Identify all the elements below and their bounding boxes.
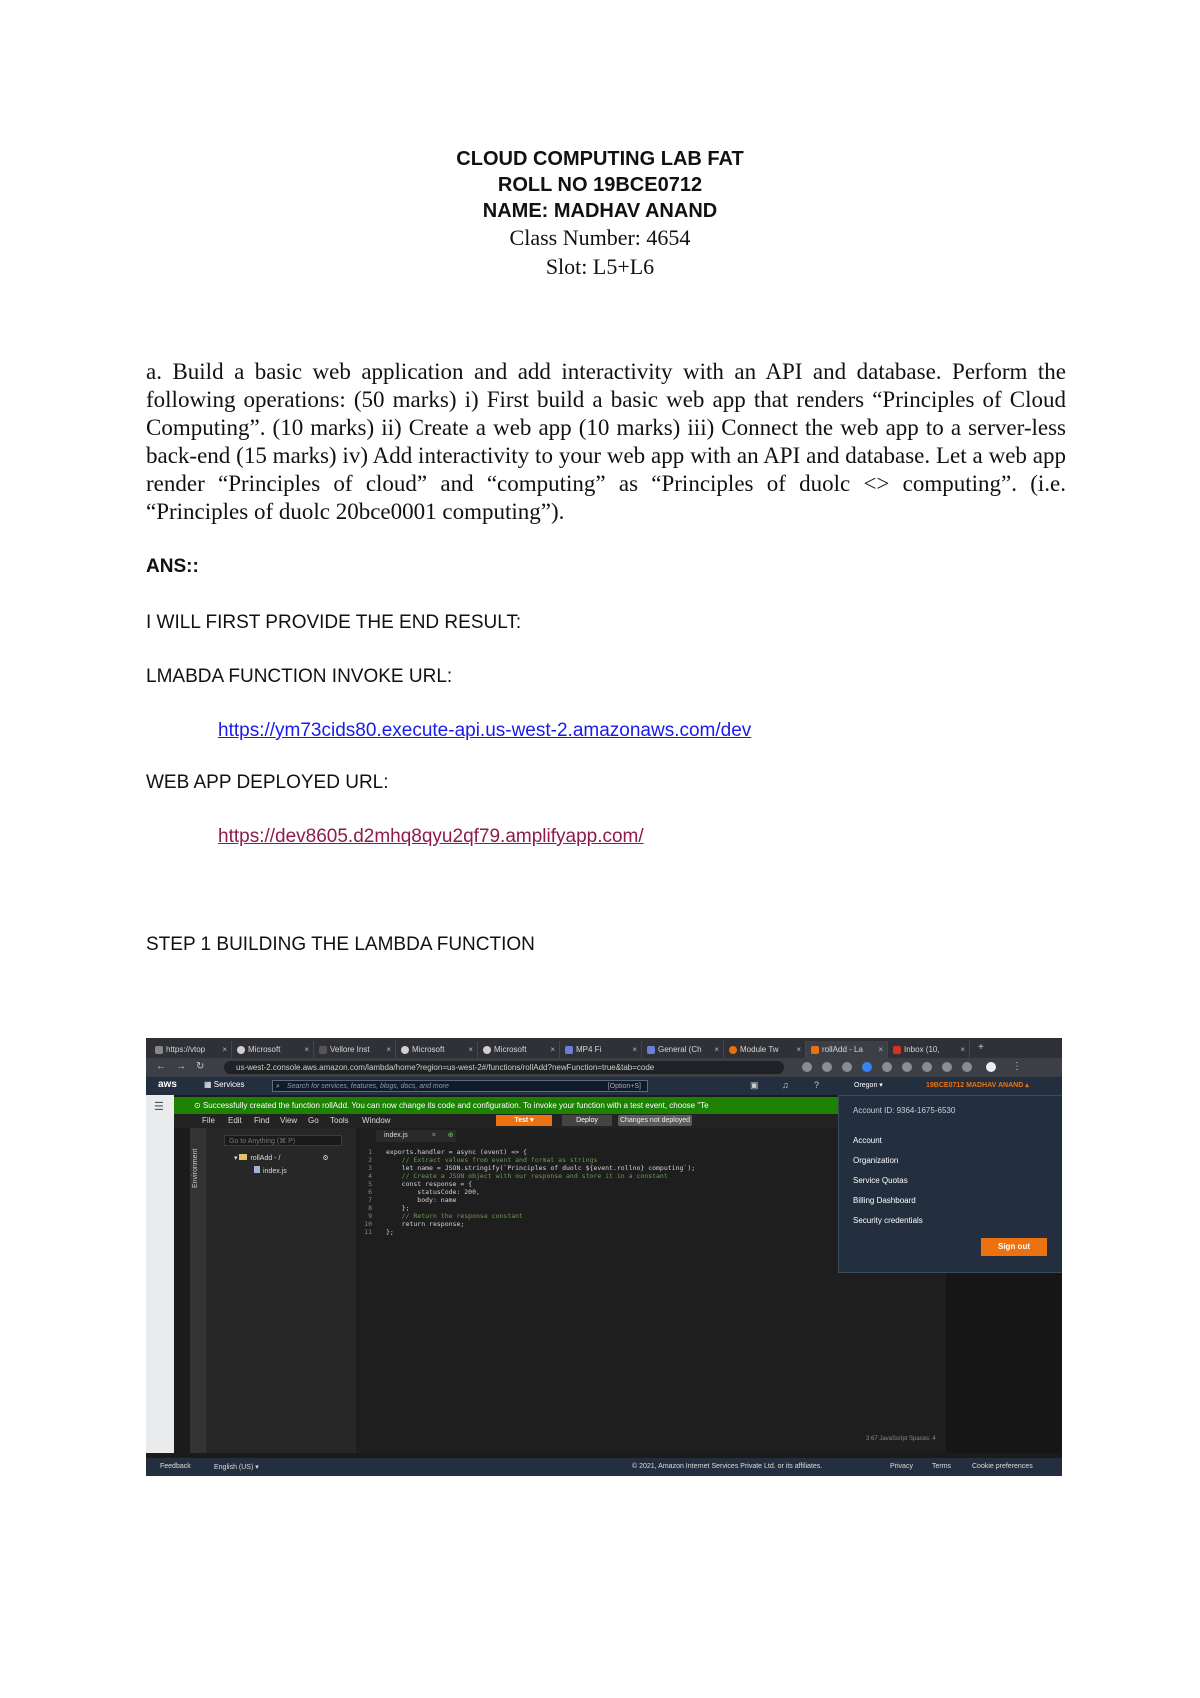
question-text: a. Build a basic web application and add interactivity with an API and database. Perform the following operations: (50 marks) i) First build a basic web app that renders “Principles of Cloud Computing”. (10 marks) ii) Create a web app (10 marks) iii) Connect the web app to a server-less back-end (15 marks) iv) Add interactivity to your web app with an API and database. Let a web app render “Principles of cloud” and “computing” as “Principles of duolc <> computing”. (i.e. “Principles of duolc 20bce0001 computing”). bbox=[146, 359, 1066, 524]
extension-icon[interactable] bbox=[922, 1062, 932, 1072]
github-icon bbox=[483, 1046, 491, 1054]
changes-not-deployed-badge: Changes not deployed bbox=[619, 1117, 691, 1124]
line-number: 1 bbox=[368, 1148, 372, 1156]
tab-label: Microsoft bbox=[412, 1045, 445, 1054]
code-line bbox=[354, 1220, 695, 1228]
aws-search-input[interactable] bbox=[272, 1080, 648, 1092]
tab-label: Inbox (10, bbox=[904, 1045, 940, 1054]
code-text: // Extract values from event and format as strings bbox=[386, 1156, 598, 1164]
puzzle-icon[interactable] bbox=[942, 1062, 952, 1072]
github-icon bbox=[401, 1046, 409, 1054]
github-icon bbox=[237, 1046, 245, 1054]
reload-icon[interactable]: ↻ bbox=[196, 1061, 205, 1072]
menu-dots-icon[interactable]: ⋮ bbox=[1012, 1061, 1022, 1072]
step1-heading: STEP 1 BUILDING THE LAMBDA FUNCTION bbox=[146, 934, 535, 955]
dropdown-item-account[interactable]: Account bbox=[853, 1136, 882, 1145]
code-line bbox=[354, 1196, 695, 1204]
tab-label: Module Tw bbox=[740, 1045, 779, 1054]
code-content bbox=[354, 1148, 695, 1236]
account-id: Account ID: 9364-1675-6530 bbox=[853, 1106, 956, 1115]
browser-tab[interactable] bbox=[150, 1041, 232, 1058]
close-icon[interactable]: × bbox=[222, 1045, 227, 1054]
test-label: Test bbox=[514, 1117, 529, 1124]
account-menu[interactable]: 19BCE0712 MADHAV ANAND ▴ bbox=[926, 1082, 1029, 1089]
file-item[interactable] bbox=[254, 1166, 287, 1175]
tab-label: Microsoft bbox=[494, 1045, 527, 1054]
bell-icon[interactable]: ♫ bbox=[782, 1080, 789, 1090]
webapp-url-link[interactable]: https://dev8605.d2mhq8qyu2qf79.amplifyapp.com/ bbox=[218, 826, 644, 847]
webapp-url-label: WEB APP DEPLOYED URL: bbox=[146, 772, 389, 793]
aws-footer bbox=[146, 1458, 1062, 1476]
extension-icon[interactable] bbox=[882, 1062, 892, 1072]
feedback-link[interactable]: Feedback bbox=[160, 1463, 191, 1470]
terms-link[interactable]: Terms bbox=[932, 1463, 952, 1470]
code-line bbox=[354, 1164, 695, 1172]
code-line bbox=[354, 1148, 695, 1156]
test-button[interactable]: Test ▾ bbox=[496, 1115, 552, 1126]
close-icon[interactable]: × bbox=[714, 1045, 719, 1054]
tab-label: rollAdd - La bbox=[822, 1045, 863, 1054]
tab-label: https://vtop bbox=[166, 1045, 206, 1054]
page-icon bbox=[155, 1046, 163, 1054]
doc-title: CLOUD COMPUTING LAB FAT bbox=[456, 148, 744, 170]
close-icon[interactable]: × bbox=[796, 1045, 801, 1054]
close-icon[interactable]: × bbox=[960, 1045, 965, 1054]
class-number: Class Number: 4654 bbox=[509, 225, 691, 250]
browser-tab[interactable] bbox=[314, 1041, 396, 1058]
browser-tab[interactable] bbox=[560, 1041, 642, 1058]
sign-out-button[interactable]: Sign out bbox=[981, 1238, 1047, 1256]
code-line bbox=[354, 1180, 695, 1188]
browser-tab-active[interactable] bbox=[806, 1041, 888, 1058]
editor-tab-label: index.js bbox=[384, 1132, 408, 1139]
privacy-link[interactable]: Privacy bbox=[890, 1463, 913, 1470]
code-text: const response = { bbox=[386, 1180, 473, 1188]
page-icon bbox=[319, 1046, 327, 1054]
answer-intro: I WILL FIRST PROVIDE THE END RESULT: bbox=[146, 612, 522, 633]
slot: Slot: L5+L6 bbox=[545, 254, 655, 279]
page-icon bbox=[729, 1046, 737, 1054]
folder-item[interactable]: ▾ rollAdd - / ⚙ bbox=[234, 1155, 329, 1162]
line-number: 5 bbox=[368, 1180, 372, 1188]
check-icon: ⊙ bbox=[194, 1101, 203, 1110]
menu-tools[interactable]: Tools bbox=[330, 1116, 349, 1125]
menu-edit[interactable]: Edit bbox=[228, 1116, 242, 1125]
editor-tab[interactable] bbox=[376, 1130, 456, 1142]
gmail-icon bbox=[893, 1046, 901, 1054]
deploy-button[interactable]: Deploy bbox=[562, 1115, 612, 1126]
roll-number: ROLL NO 19BCE0712 bbox=[497, 174, 703, 196]
close-icon[interactable]: × bbox=[386, 1045, 391, 1054]
line-number: 8 bbox=[368, 1204, 372, 1212]
menu-window[interactable]: Window bbox=[362, 1116, 391, 1125]
search-shortcut: [Option+S] bbox=[607, 1083, 641, 1090]
close-icon[interactable]: × bbox=[431, 1132, 436, 1139]
lambda-url-link[interactable]: https://ym73cids80.execute-api.us-west-2.amazonaws.com/dev bbox=[218, 720, 752, 741]
code-text: exports.handler = async (event) => { bbox=[386, 1148, 527, 1156]
line-number: 9 bbox=[368, 1212, 372, 1220]
gear-icon[interactable]: ⚙ bbox=[322, 1155, 329, 1162]
language-selector[interactable]: English (US) ▾ bbox=[214, 1464, 259, 1471]
line-number: 3 bbox=[368, 1164, 372, 1172]
file-label: index.js bbox=[263, 1168, 287, 1175]
code-text: }; bbox=[386, 1228, 394, 1236]
address-bar bbox=[146, 1058, 1062, 1077]
url-field[interactable] bbox=[224, 1061, 784, 1074]
forward-icon[interactable]: → bbox=[176, 1061, 186, 1072]
code-line bbox=[354, 1212, 695, 1220]
avatar[interactable] bbox=[986, 1062, 996, 1072]
browser-tab[interactable] bbox=[396, 1041, 478, 1058]
copyright: © 2021, Amazon Internet Services Private Ltd. or its affiliates. bbox=[632, 1463, 823, 1470]
folder-icon bbox=[239, 1154, 247, 1160]
search-placeholder: Search for services, features, blogs, docs, and more bbox=[287, 1083, 449, 1090]
code-text: let name = JSON.stringify(`Principles of duolc ${event.rollno} computing`); bbox=[386, 1164, 696, 1172]
extension-icon[interactable] bbox=[862, 1062, 872, 1072]
code-line bbox=[354, 1204, 695, 1212]
tab-label: General (Ch bbox=[658, 1045, 702, 1054]
tab-label: MP4 Fi bbox=[576, 1045, 602, 1054]
extension-icon[interactable] bbox=[822, 1062, 832, 1072]
services-label: Services bbox=[213, 1080, 245, 1089]
account-dropdown bbox=[838, 1095, 1062, 1273]
close-icon[interactable]: × bbox=[878, 1045, 883, 1054]
browser-tab[interactable] bbox=[478, 1041, 560, 1058]
code-line bbox=[354, 1188, 695, 1196]
close-icon[interactable]: × bbox=[304, 1045, 309, 1054]
extension-icon[interactable] bbox=[962, 1062, 972, 1072]
browser-tab[interactable] bbox=[724, 1041, 806, 1058]
url-text: us-west-2.console.aws.amazon.com/lambda/home?region=us-west-2#/functions/rollAdd?newFunction=true&tab=code bbox=[236, 1063, 655, 1072]
aws-logo[interactable]: aws bbox=[158, 1079, 177, 1090]
close-icon[interactable]: × bbox=[632, 1045, 637, 1054]
code-text: return response; bbox=[386, 1220, 465, 1228]
student-name: NAME: MADHAV ANAND bbox=[482, 200, 718, 222]
file-explorer bbox=[206, 1128, 357, 1453]
answer-label: ANS:: bbox=[146, 556, 199, 577]
hamburger-icon[interactable]: ☰ bbox=[154, 1101, 164, 1113]
dropdown-item-service-quotas[interactable]: Service Quotas bbox=[853, 1176, 908, 1185]
menu-go[interactable]: Go bbox=[308, 1116, 319, 1125]
tab-label: Vellore Inst bbox=[330, 1045, 370, 1054]
extension-icon[interactable] bbox=[842, 1062, 852, 1072]
line-number: 11 bbox=[364, 1228, 372, 1236]
menu-file[interactable]: File bbox=[202, 1116, 215, 1125]
menu-view[interactable]: View bbox=[280, 1116, 298, 1125]
line-number: 2 bbox=[368, 1156, 372, 1164]
lambda-console-screenshot bbox=[146, 1038, 1062, 1476]
lambda-icon bbox=[811, 1046, 819, 1054]
dropdown-item-billing[interactable]: Billing Dashboard bbox=[853, 1196, 916, 1205]
close-icon[interactable]: × bbox=[468, 1045, 473, 1054]
teams-icon bbox=[647, 1046, 655, 1054]
extension-icon[interactable] bbox=[802, 1062, 812, 1072]
browser-tab[interactable] bbox=[232, 1041, 314, 1058]
menu-find[interactable]: Find bbox=[254, 1116, 270, 1125]
line-number: 4 bbox=[368, 1172, 372, 1180]
tab-label: Microsoft bbox=[248, 1045, 281, 1054]
cloudshell-icon[interactable]: ▣ bbox=[750, 1080, 759, 1090]
environment-tab[interactable] bbox=[190, 1128, 206, 1453]
dropdown-item-security-credentials[interactable]: Security credentials bbox=[853, 1216, 923, 1225]
teams-icon bbox=[565, 1046, 573, 1054]
banner-text: Successfully created the function rollAdd. You can now change its code and configuration. To invoke your function with a test event, choose "Te bbox=[202, 1101, 709, 1110]
file-icon bbox=[254, 1166, 260, 1173]
line-number: 6 bbox=[368, 1188, 372, 1196]
new-tab-icon[interactable]: + bbox=[978, 1042, 984, 1053]
code-line bbox=[354, 1172, 695, 1180]
close-icon[interactable]: × bbox=[550, 1045, 555, 1054]
search-icon: ⌕ bbox=[276, 1083, 280, 1090]
environment-label: Environment bbox=[192, 1148, 199, 1188]
code-text: statusCode: 200, bbox=[386, 1188, 480, 1196]
browser-tab[interactable] bbox=[642, 1041, 724, 1058]
folder-label: rollAdd - / bbox=[250, 1155, 281, 1162]
left-rail bbox=[146, 1095, 174, 1453]
code-text: // Create a JSON object with our response and store it in a constant bbox=[386, 1172, 668, 1180]
lambda-url-label: LMABDA FUNCTION INVOKE URL: bbox=[146, 666, 453, 687]
region-selector[interactable]: Oregon ▾ bbox=[854, 1082, 883, 1089]
browser-tab[interactable] bbox=[888, 1041, 970, 1058]
add-tab-icon[interactable]: ⊕ bbox=[447, 1132, 454, 1139]
goto-anything-input[interactable]: Go to Anything (⌘ P) bbox=[224, 1135, 342, 1146]
code-line bbox=[354, 1228, 695, 1236]
line-number: 10 bbox=[364, 1220, 372, 1228]
editor-status: 3:67 JavaScript Spaces: 4 bbox=[866, 1436, 936, 1442]
browser-tab-bar bbox=[146, 1038, 1062, 1058]
code-text: body: name bbox=[386, 1196, 457, 1204]
line-number: 7 bbox=[368, 1196, 372, 1204]
services-menu[interactable]: ▦ Services bbox=[204, 1080, 245, 1089]
aws-top-nav bbox=[146, 1077, 1062, 1095]
code-text: // Return the response constant bbox=[386, 1212, 523, 1220]
code-line bbox=[354, 1156, 695, 1164]
cookie-preferences-link[interactable]: Cookie preferences bbox=[972, 1463, 1033, 1470]
extension-icon[interactable] bbox=[902, 1062, 912, 1072]
dropdown-item-organization[interactable]: Organization bbox=[853, 1156, 899, 1165]
help-icon[interactable]: ? bbox=[814, 1080, 820, 1090]
code-text: }; bbox=[386, 1204, 410, 1212]
back-icon[interactable]: ← bbox=[156, 1061, 166, 1072]
